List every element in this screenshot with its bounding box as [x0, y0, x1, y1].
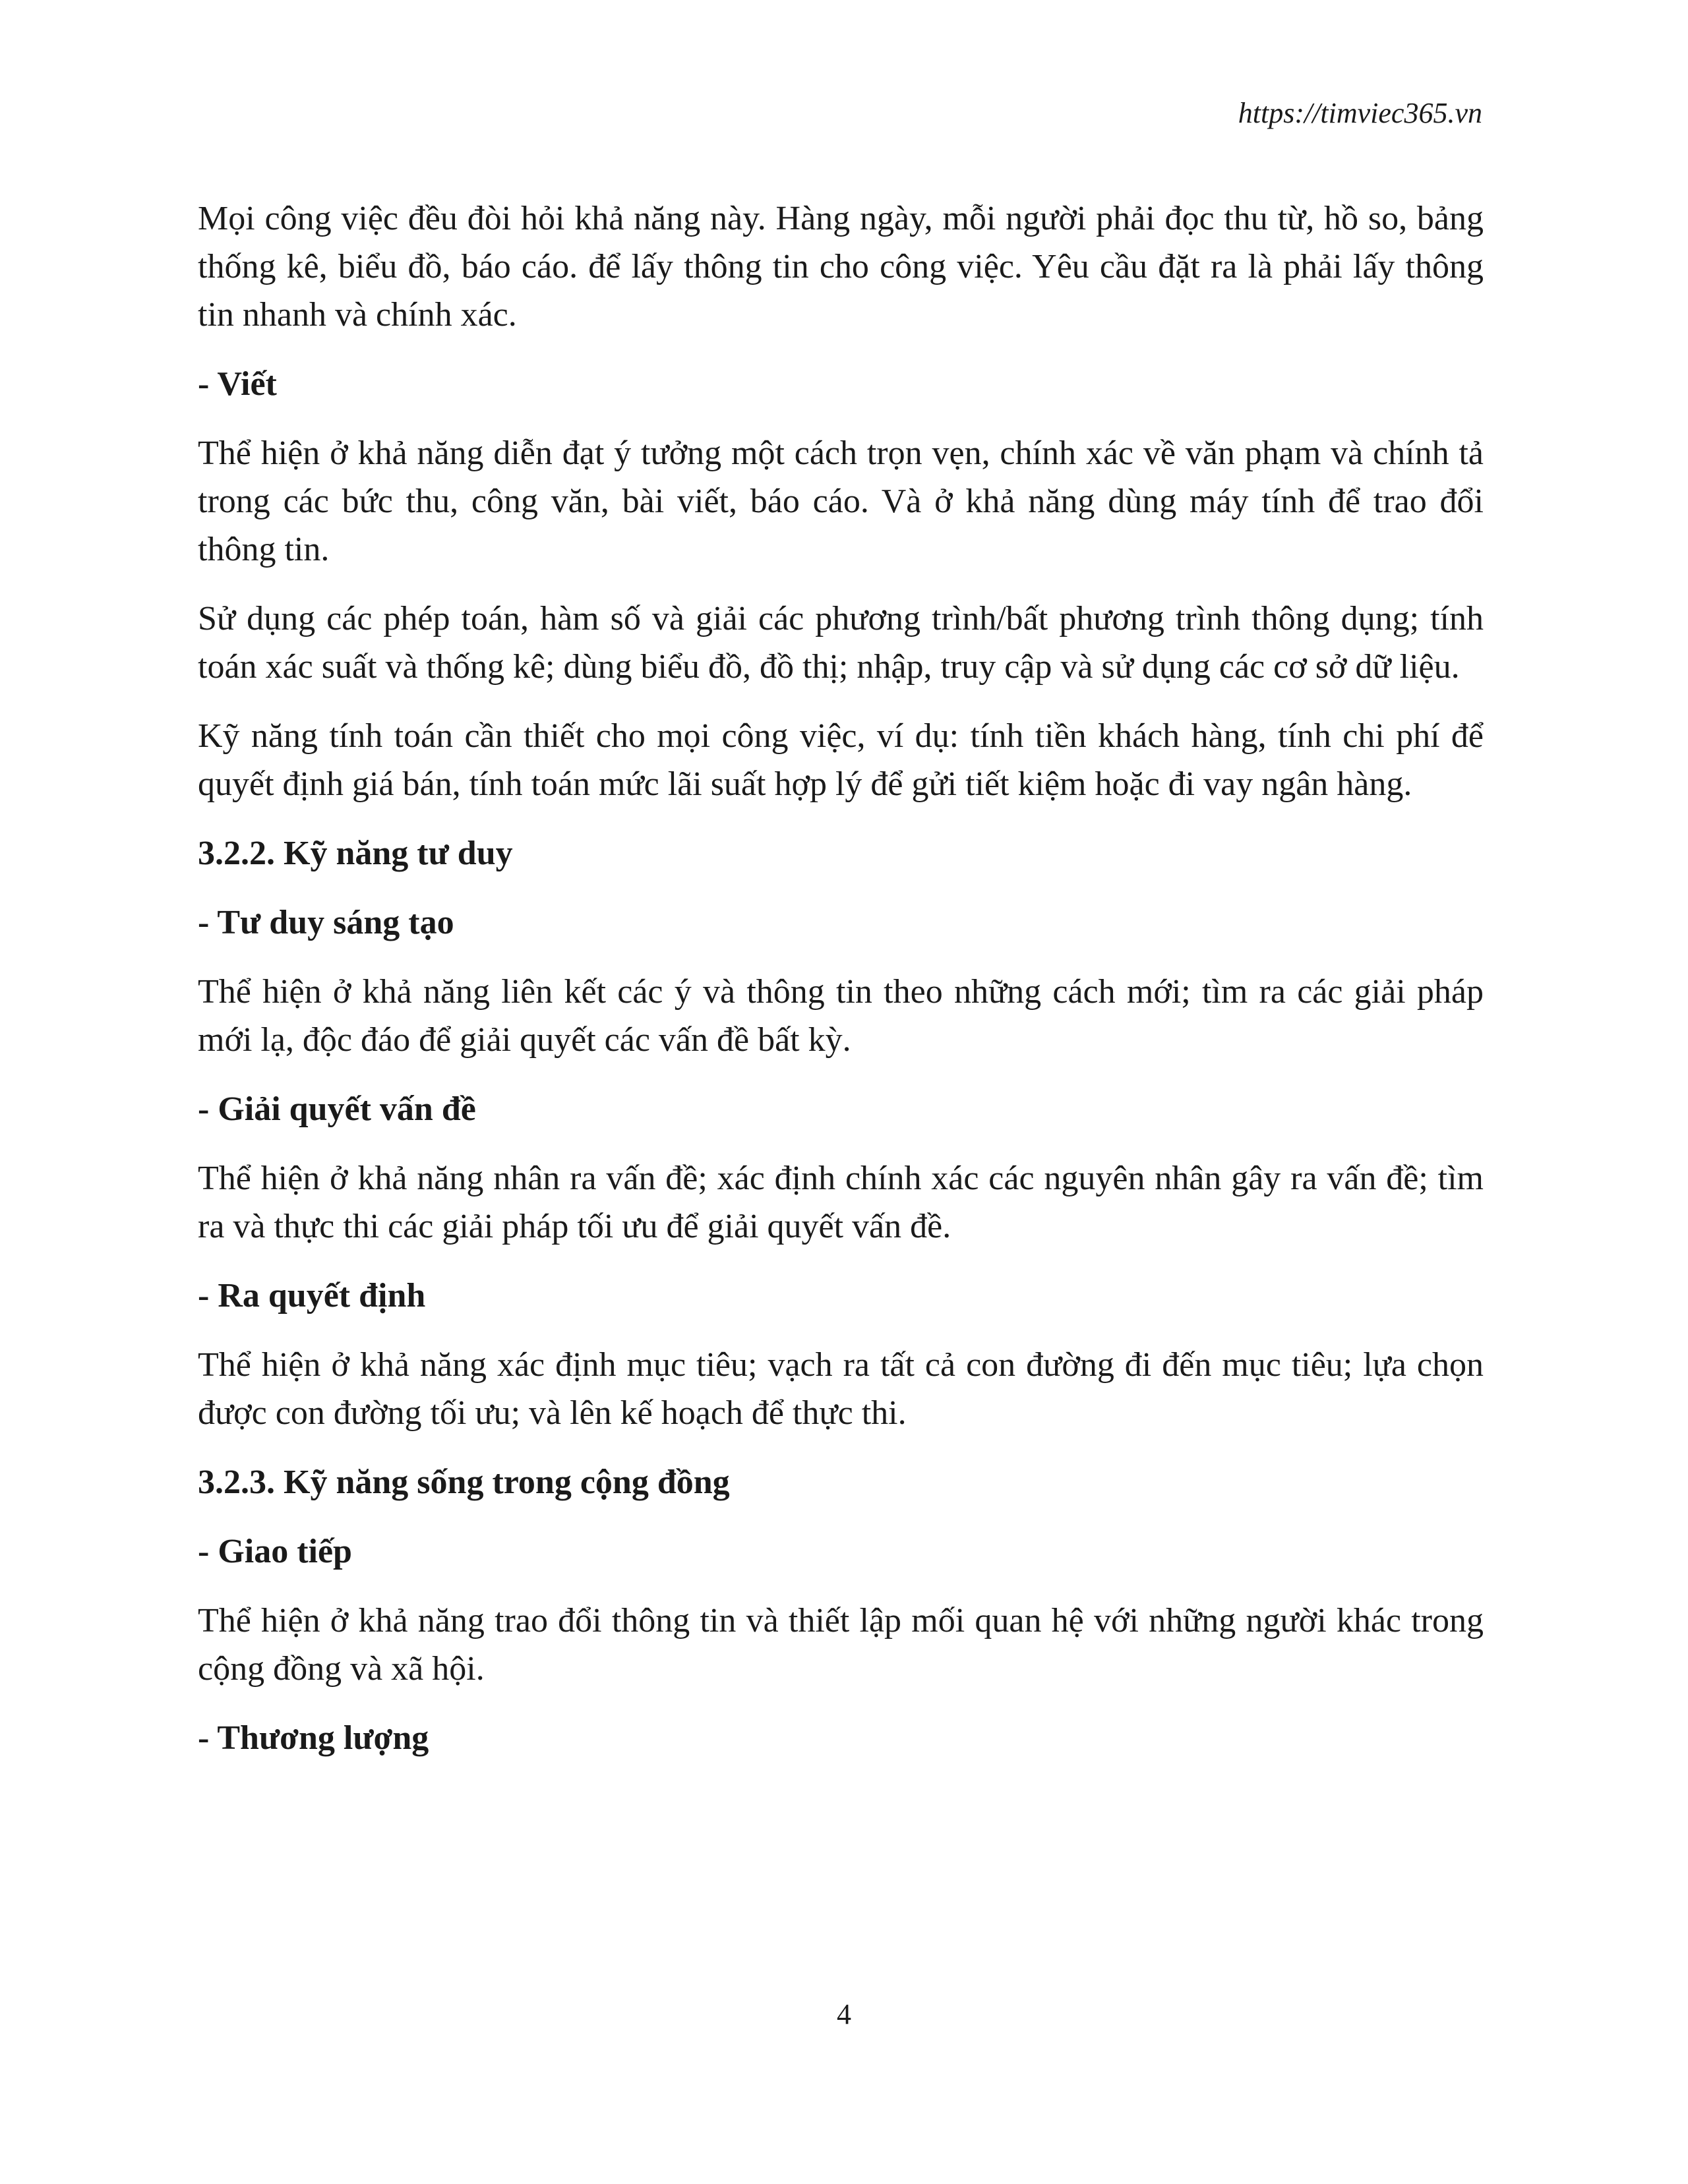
subheading-communication: - Giao tiếp	[198, 1533, 352, 1570]
section-heading-thinking-skills: 3.2.2. Kỹ năng tư duy	[198, 835, 513, 872]
page-number: 4	[837, 1998, 851, 2030]
subheading-writing: - Viết	[198, 365, 277, 403]
paragraph-calculation: Kỹ năng tính toán cần thiết cho mọi công việc, ví dụ: tính tiền khách hàng, tính chi phí để quyết định giá bán, tính toán mức lãi suất hợp lý để gửi tiết kiệm hoặc đi vay ngân hàng.	[198, 717, 1484, 803]
subheading-creative-thinking: - Tư duy sáng tạo	[198, 904, 454, 941]
header-url: https://timviec365.vn	[1238, 97, 1482, 129]
paragraph-creative-thinking: Thể hiện ở khả năng liên kết các ý và thông tin theo những cách mới; tìm ra các giải pháp mới lạ, độc đáo để giải quyết các vấn đề bất kỳ.	[198, 973, 1484, 1059]
paragraph-math: Sử dụng các phép toán, hàm số và giải các phương trình/bất phương trình thông dụng; tính toán xác suất và thống kê; dùng biểu đồ, đồ thị; nhập, truy cập và sử dụng các cơ sở dữ liệu.	[198, 600, 1484, 686]
paragraph-decision-making: Thể hiện ở khả năng xác định mục tiêu; vạch ra tất cả con đường đi đến mục tiêu; lựa chọn được con đường tối ưu; và lên kế hoạch để thực thi.	[198, 1346, 1484, 1432]
subheading-decision-making: - Ra quyết định	[198, 1277, 426, 1314]
paragraph-reading: Mọi công việc đều đòi hỏi khả năng này. Hàng ngày, mỗi người phải đọc thu từ, hồ so, bảng thống kê, biểu đồ, báo cáo. để lấy thông tin cho công việc. Yêu cầu đặt ra là phải lấy thông tin nhanh và chính xác.	[198, 200, 1484, 334]
paragraph-problem-solving: Thể hiện ở khả năng nhân ra vấn đề; xác định chính xác các nguyên nhân gây ra vấn đề; tìm ra và thực thi các giải pháp tối ưu để giải quyết vấn đề.	[198, 1160, 1484, 1245]
subheading-problem-solving: - Giải quyết vấn đề	[198, 1090, 476, 1128]
subheading-negotiation: - Thương lượng	[198, 1719, 429, 1757]
paragraph-writing: Thể hiện ở khả năng diễn đạt ý tưởng một cách trọn vẹn, chính xác về văn phạm và chính tả trong các bức thu, công văn, bài viết, báo cáo. Và ở khả năng dùng máy tính để trao đổi thông tin.	[198, 434, 1484, 568]
document-body	[198, 194, 1484, 1783]
paragraph-communication: Thể hiện ở khả năng trao đổi thông tin và thiết lập mối quan hệ với những người khác trong cộng đồng và xã hội.	[198, 1602, 1484, 1688]
section-heading-community-skills: 3.2.3. Kỹ năng sống trong cộng đồng	[198, 1463, 730, 1501]
